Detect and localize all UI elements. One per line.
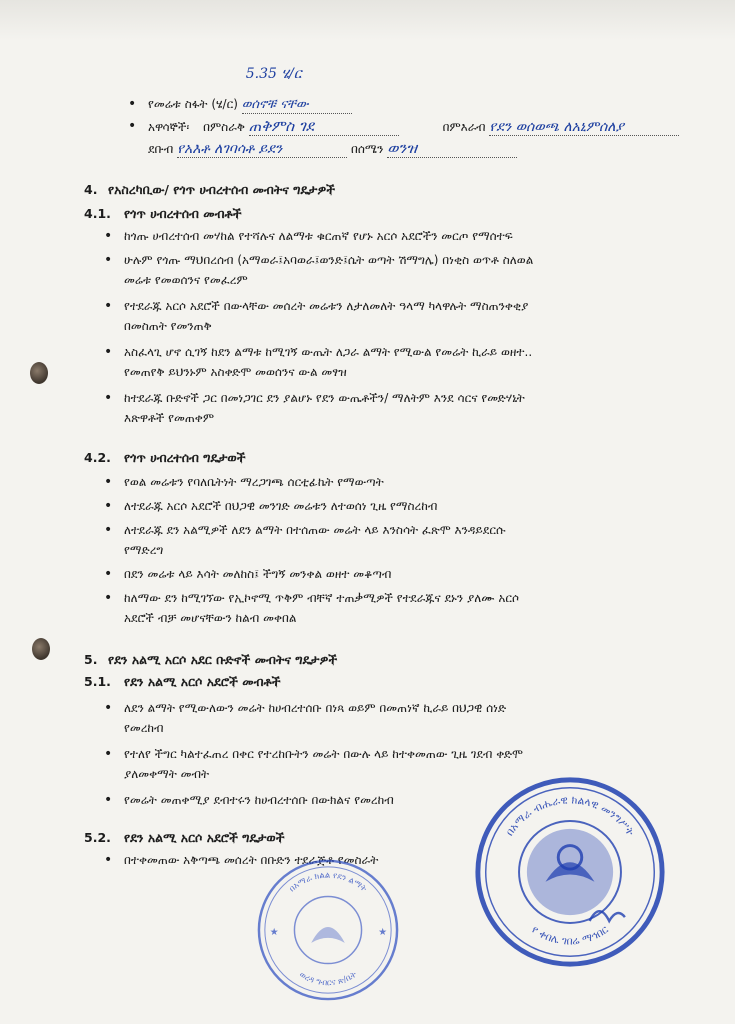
stamp-seal-right [472,772,668,972]
stamp-right-top-text: በአማራ ብሔራዊ ክልላዊ መንግሥት [502,793,638,839]
section-4-2-number: 4.2. [84,450,111,465]
section-4-1-title: የጎጥ ሀብረተሰብ መብቶች [124,206,242,221]
north-label: በሰሜን [351,142,384,156]
section-5-2-number: 5.2. [84,830,111,845]
boundaries-label: አዋሳኞች፡ [148,120,190,134]
east-handwriting: ጠቅምስ ገደ [248,117,314,135]
section-4-2-heading [84,450,246,466]
official-stamp-right [472,772,668,972]
list-item: • ለተደራጁ አርሶ አደሮች በህጋዊ መንገድ መሬቱን ለተወሰነ ጊዜ የማስረከብ [124,498,437,514]
land-size-label: የመሬቱ ስፋት (ሄ/ር) [148,97,238,111]
list-item-continued: የማድረግ [124,543,164,557]
list-item: • ከለማው ደን ከሚገኘው የኢኮኖሚ ጥቅም ብቸኛ ተጠቃሚዎች የተደራጁና ደኑን ያለሙ አርሶ [124,590,519,606]
section-4-1-number: 4.1. [84,206,111,221]
west-handwriting: የደን ወሰወጫ ለአኒምሰለያ [489,119,624,135]
section-5-2-heading [84,830,285,846]
svg-text:★: ★ [269,926,279,938]
list-item-continued: የመጠየቅ ይህንኑም አስቀድሞ መወሰንና ውል መፃዝ [124,365,347,379]
boundaries-row [148,118,679,136]
list-item-continued: ያለመቀማት መብት [124,767,210,781]
list-item: • ከጎጡ ሀብረተሰብ መሃከል የተሻሉና ለልማቱ ቁርጠኛ የሆኑ አርሶ አደሮችን መርጦ የማሰተፍ [124,228,513,244]
section-4-heading [84,182,335,198]
list-item-continued: የመረከብ [124,721,164,735]
east-field [249,118,399,136]
section-5-2-title: የደን አልሚ አርሶ አደሮች ግዴታወች [124,830,285,845]
south-handwriting: የአእቶ ለገባሳቶ ይደን [177,141,283,157]
list-item: • የመሬት መጠቀሚያ ደብተሩን ከሀብረተሰቡ በውክልና የመረከብ [124,792,394,808]
list-item: • የወል መሬቱን የባለቤትነት ማረጋገጫ ሰርቲፊኬት የማውጣት [124,474,384,490]
land-size-row [148,66,352,114]
section-5-1-number: 5.1. [84,674,111,689]
official-stamp-left [254,856,402,1004]
land-size-handwriting: ወሰኖቹ ናቸው [241,97,309,112]
punch-hole [30,362,48,384]
scan-shadow [0,0,735,40]
stamp-seal-left [254,856,402,1004]
list-item: • ከተደራጁ ቡድኖች ጋር በመነጋገር ደን ያልሆኑ የደን ውጤቶችን/ ማለትም እንደ ሳርና የመድሃኒት [124,390,525,406]
list-item-continued: በመስጠት የመንጠቅ [124,319,212,333]
list-item-continued: መሬቱ የመወሰንና የመፈረም [124,273,248,287]
list-item: • ለተደራጁ ደን አልሚዎች ለደን ልማት በተሰጠው መሬት ላይ እንስሳት ፈጽሞ እንዳይደርሱ [124,522,506,538]
list-item: • በተቀመጠው አቅጣጫ መሰረት በቡድን ተደራጅቶ የመስራት [124,852,378,868]
svg-text:★: ★ [378,926,388,938]
section-5-title: የደን አልሚ አርሶ አደር ቡድኖች መብትና ግዴታዎች [108,652,338,667]
land-size-field [241,66,352,114]
section-5-1-title: የደን አልሚ አርሶ አደሮች መብቶች [124,674,281,689]
list-item: • የተደራጁ አርሶ አደሮች በውላቸው መሰረት መሬቱን ለታለመለት ዓላማ ካላዋሉት ማስጠንቀቂያ [124,298,528,314]
section-5-number: 5. [84,652,98,667]
section-5-heading [84,652,337,668]
south-label: ደቡብ [148,142,174,156]
west-field [489,119,679,136]
south-north-row [148,140,517,158]
north-handwriting: ወንዝ [387,139,418,157]
list-item-continued: አደሮች ብቻ መሆናቸውን ከልብ መቀበል [124,611,297,625]
stamp-right-bottom-text: የ ቀበሌ ገበሬ ማኅበር [529,922,611,948]
svg-text:የ ቀበሌ ገበሬ ማኅበር [529,923,611,948]
punch-hole [32,638,50,660]
stamp-left-top-text: በአማራ ክልል የደን ልማት [286,869,370,894]
list-item: • የተለየ ችግር ካልተፈጠረ በቀር የተረከቡትን መሬት በውሉ ላይ ከተቀመጠው ጊዜ ገደብ ቀድሞ [124,746,523,762]
section-5-1-heading [84,674,281,690]
west-label: በምእራብ [442,120,486,134]
list-item: • ለደን ልማት የሚውለውን መሬት ከሀብረተሰቡ በነጻ ወይም በመጠነኛ ኪራይ በህጋዊ ሰነድ [124,700,506,716]
svg-text:ወረዳ ግብርና ጽ/ቤት [298,969,359,988]
list-item: • ሁሉም የጎጡ ማህበረሰብ (አማወራ፤አባወራ፤ወንድ፤ሴት ወጣት ሽማግሌ) በነቂስ ወጥቶ ስለወል [124,252,533,268]
section-4-2-title: የጎጥ ሀብረተሰብ ግዴታወች [124,450,246,465]
east-label: በምስራቅ [203,120,245,134]
list-item: • አስፈላጊ ሆኖ ሲገኝ ከደን ልማቱ ከሚገኝ ውጤት ለጋራ ልማት የሚውል የመሬት ኪራይ ወዘተ.. [124,344,532,360]
list-item: • በደን መሬቱ ላይ እሳት መለከስ፤ ችግኝ መንቀል ወዘተ መቆጣብ [124,566,391,582]
section-4-1-heading [84,206,242,222]
stamp-left-bottom-text: ወረዳ ግብርና ጽ/ቤት [297,968,359,988]
section-4-title: የአስረካቢው/ የጎጥ ሀብረተሰብ መብትና ግዴታዎች [108,182,336,197]
land-size-handwriting-top: 5.35 ሄ/ር [245,66,302,82]
list-item-continued: እጽዋቶች የመጠቀም [124,411,215,425]
section-4-number: 4. [84,182,98,197]
north-field [387,140,517,158]
south-field [177,141,347,158]
